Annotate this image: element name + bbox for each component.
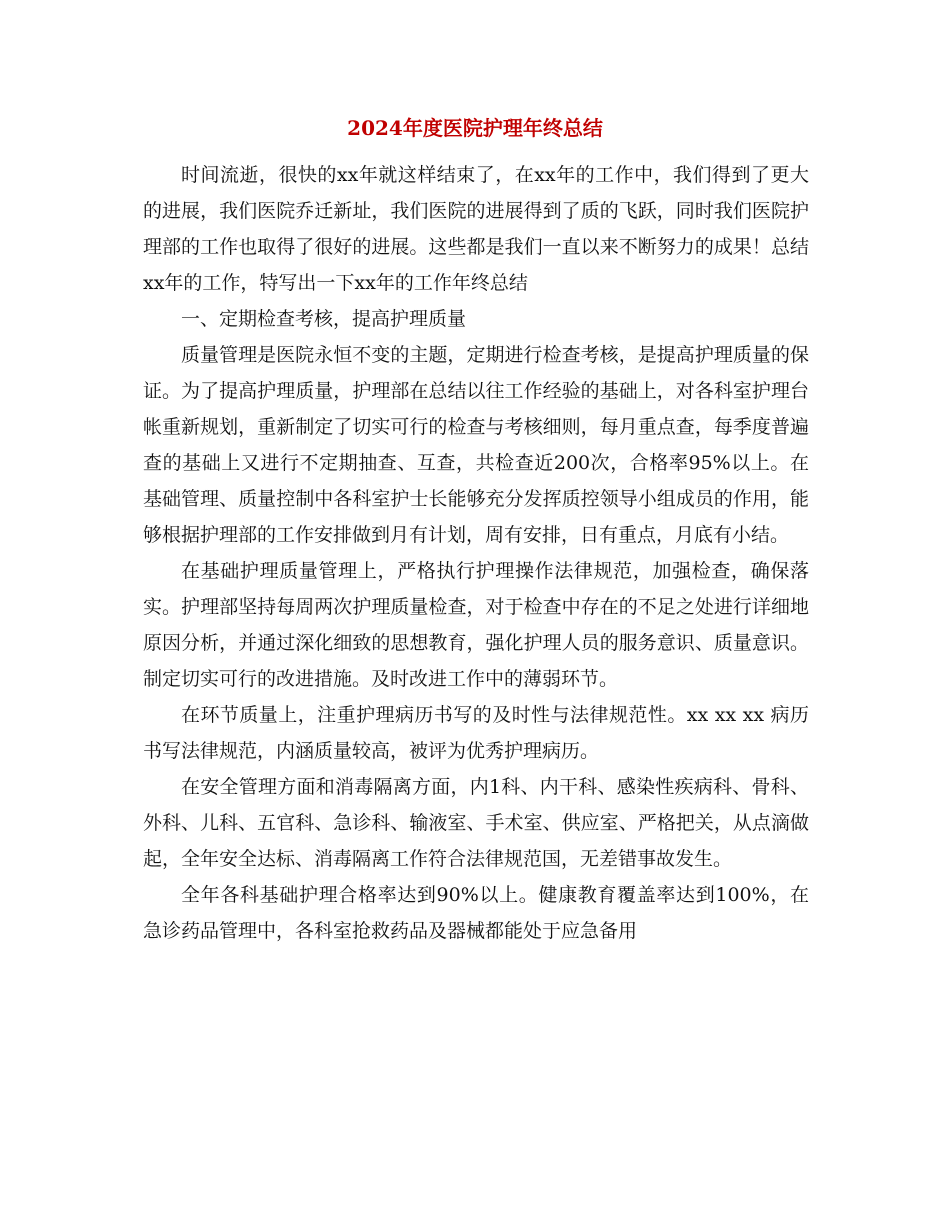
paragraph-quality-management: 质量管理是医院永恒不变的主题，定期进行检查考核，是提高护理质量的保证。为了提高护理质量，护理部在总结以往工作经验的基础上，对各科室护理台帐重新规划，重新制定了切实可行的检查与考核细则，每月重点查，每季度普遍查的基础上又进行不定期抽查、互查，共检查近200次，合格率95%以上。在基础管理、质量控制中各科室护士长能够充分发挥质控领导小组成员的作用，能够根据护理部的工作安排做到月有计划，周有安排，日有重点，月底有小结。 [143,344,809,546]
document-title: 2024年度医院护理年终总结 [347,116,603,140]
paragraph-basic-nursing: 在基础护理质量管理上，严格执行护理操作法律规范，加强检查，确保落实。护理部坚持每周两次护理质量检查，对于检查中存在的不足之处进行详细地原因分析，并通过深化细致的思想教育，强化护理人员的服务意识、质量意识。制定切实可行的改进措施。及时改进工作中的薄弱环节。 [143,560,809,690]
paragraph-annual-rates: 全年各科基础护理合格率达到90%以上。健康教育覆盖率达到100%，在急诊药品管理中，各科室抢救药品及器械都能处于应急备用 [143,884,809,942]
paragraph-safety-management: 在安全管理方面和消毒隔离方面，内1科、内干科、感染性疾病科、骨科、外科、儿科、五官科、急诊科、输液室、手术室、供应室、严格把关，从点滴做起，全年安全达标、消毒隔离工作符合法律规范国，无差错事故发生。 [143,776,809,870]
section-heading-1: 一、定期检查考核，提高护理质量 [181,308,467,330]
document-body [143,157,809,949]
paragraph-process-quality: 在环节质量上，注重护理病历书写的及时性与法律规范性。xx xx xx 病历书写法律规范，内涵质量较高，被评为优秀护理病历。 [143,704,809,762]
paragraph-intro: 时间流逝，很快的xx年就这样结束了，在xx年的工作中，我们得到了更大的进展，我们医院乔迁新址，我们医院的进展得到了质的飞跃，同时我们医院护理部的工作也取得了很好的进展。这些都是我们一直以来不断努力的成果！总结xx年的工作，特写出一下xx年的工作年终总结 [143,164,809,294]
